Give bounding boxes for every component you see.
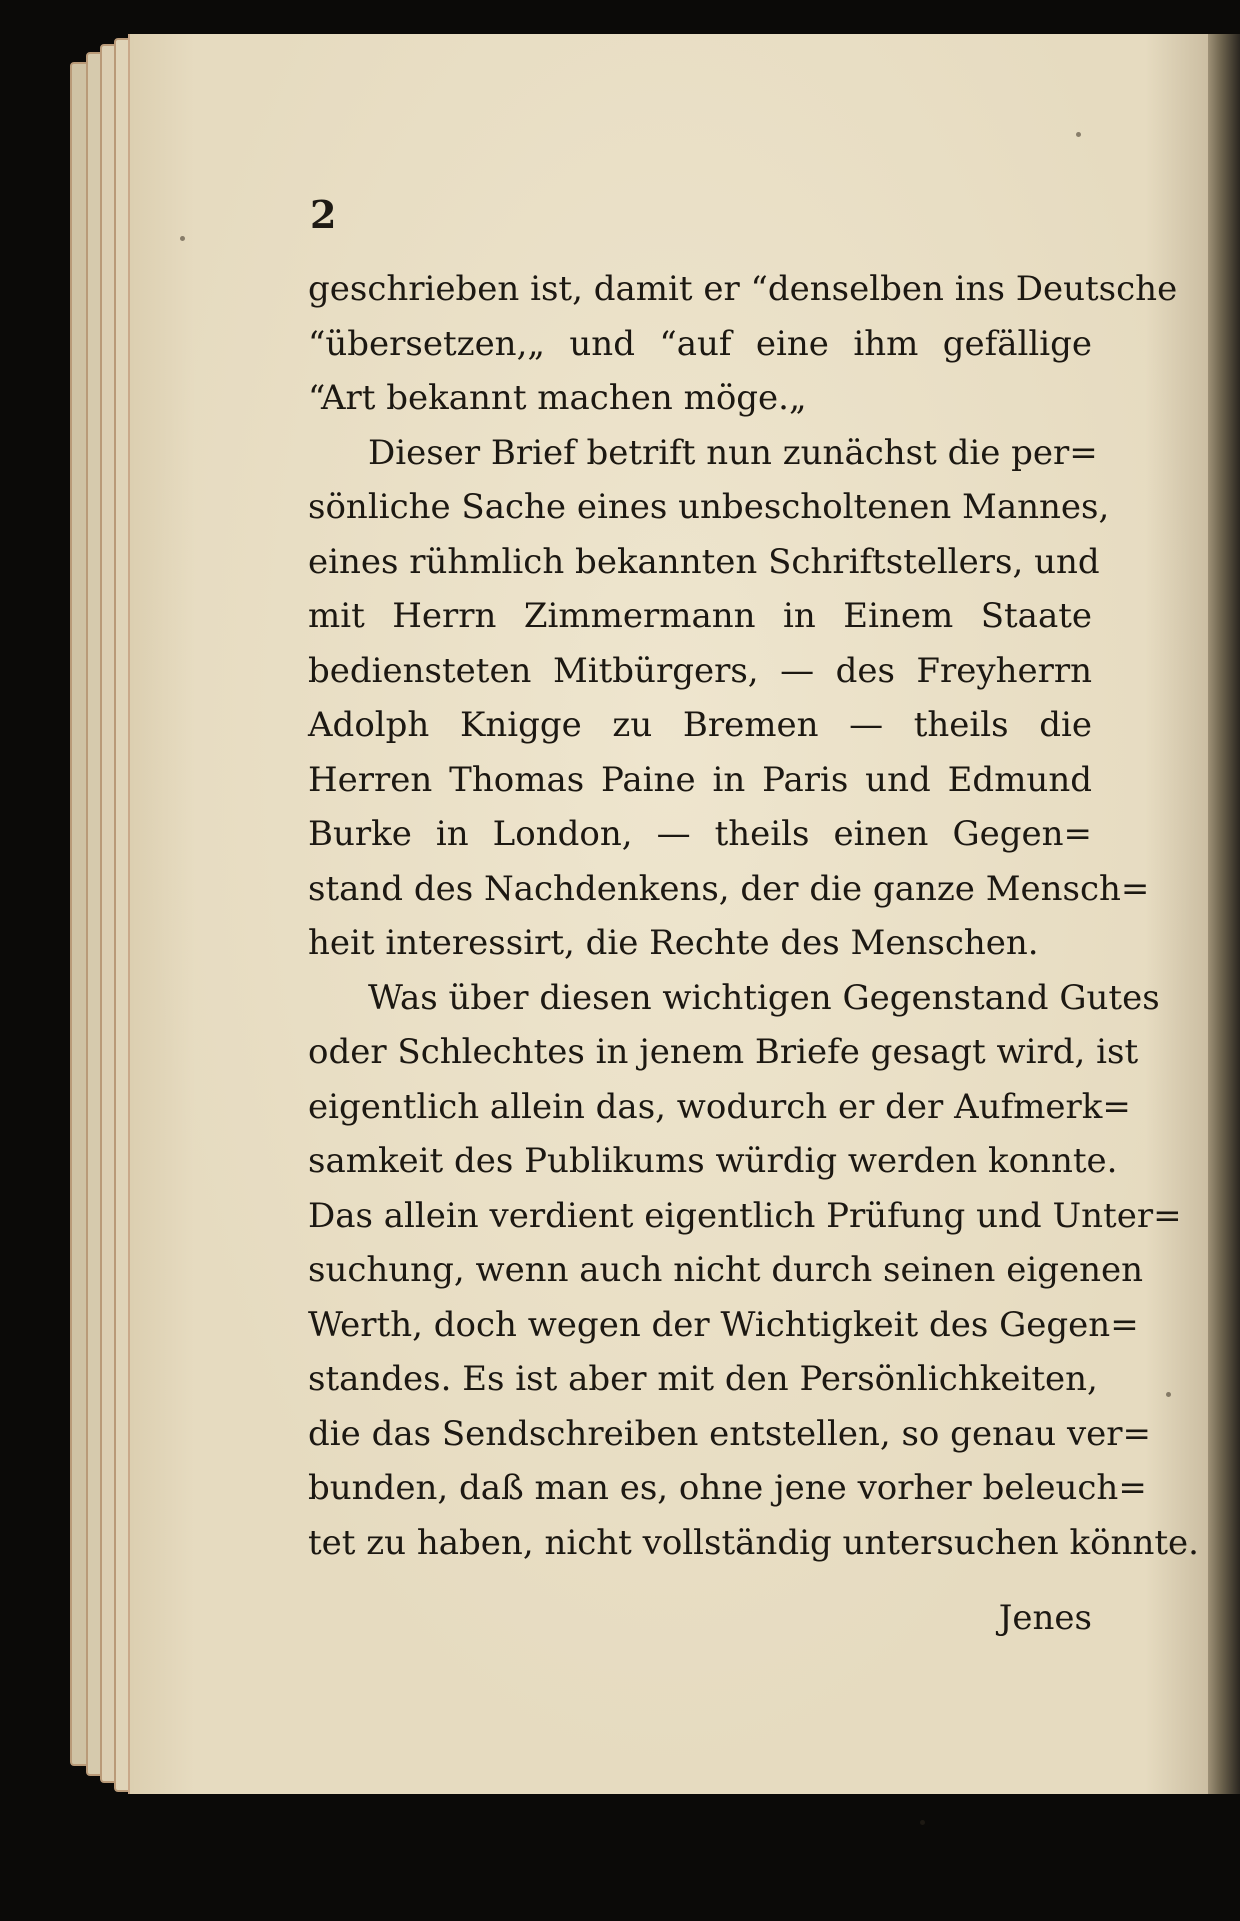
paper-speck bbox=[1076, 132, 1081, 137]
text-line: “übersetzen,„ und “auf eine ihm gefällige bbox=[308, 323, 1092, 364]
text-line: “Art bekannt machen möge.„ bbox=[308, 378, 807, 418]
text-line: tet zu haben, nicht vollständig untersuchen könnte. bbox=[308, 1522, 1199, 1563]
paper-speck bbox=[1166, 1392, 1171, 1397]
text-line: samkeit des Publikums würdig werden konnte. bbox=[308, 1141, 1118, 1181]
text-line: mit Herrn Zimmermann in Einem Staate bbox=[308, 596, 1092, 636]
text-line: Was über diesen wichtigen Gegenstand Gutes bbox=[368, 977, 1160, 1018]
text-line: oder Schlechtes in jenem Briefe gesagt wird, ist bbox=[308, 1032, 1139, 1072]
text-line: sönliche Sache eines unbescholtenen Mannes, bbox=[308, 487, 1110, 527]
paper-speck bbox=[920, 1820, 925, 1825]
text-line: Dieser Brief betrift nun zunächst die per= bbox=[368, 432, 1098, 473]
page-number: 2 bbox=[310, 192, 337, 237]
text-line: eigentlich allein das, wodurch er der Aufmerk= bbox=[308, 1086, 1131, 1127]
text-line: geschrieben ist, damit er “denselben ins Deutsche bbox=[308, 269, 1178, 309]
body-text bbox=[308, 262, 1199, 1570]
catchword: Jenes bbox=[998, 1598, 1092, 1638]
text-line: suchung, wenn auch nicht durch seinen eigenen bbox=[308, 1250, 1144, 1290]
text-line: standes. Es ist aber mit den Persönlichkeiten, bbox=[308, 1359, 1098, 1399]
text-line: die das Sendschreiben entstellen, so genau ver= bbox=[308, 1413, 1152, 1454]
text-line: Herren Thomas Paine in Paris und Edmund bbox=[308, 759, 1092, 800]
text-line: bunden, daß man es, ohne jene vorher beleuch= bbox=[308, 1468, 1147, 1508]
book-spine bbox=[1208, 34, 1240, 1794]
text-line: Burke in London, — theils einen Gegen= bbox=[308, 814, 1092, 854]
text-line: Adolph Knigge zu Bremen — theils die bbox=[308, 705, 1092, 745]
text-line: bediensteten Mitbürgers, — des Freyherrn bbox=[308, 650, 1092, 691]
text-line: Das allein verdient eigentlich Prüfung und Unter= bbox=[308, 1195, 1182, 1236]
paper-speck bbox=[180, 236, 185, 241]
text-line: eines rühmlich bekannten Schriftstellers, und bbox=[308, 541, 1100, 582]
text-line: stand des Nachdenkens, der die ganze Mensch= bbox=[308, 868, 1150, 909]
text-line: Werth, doch wegen der Wichtigkeit des Gegen= bbox=[308, 1304, 1139, 1345]
text-line: heit interessirt, die Rechte des Menschen. bbox=[308, 923, 1039, 963]
